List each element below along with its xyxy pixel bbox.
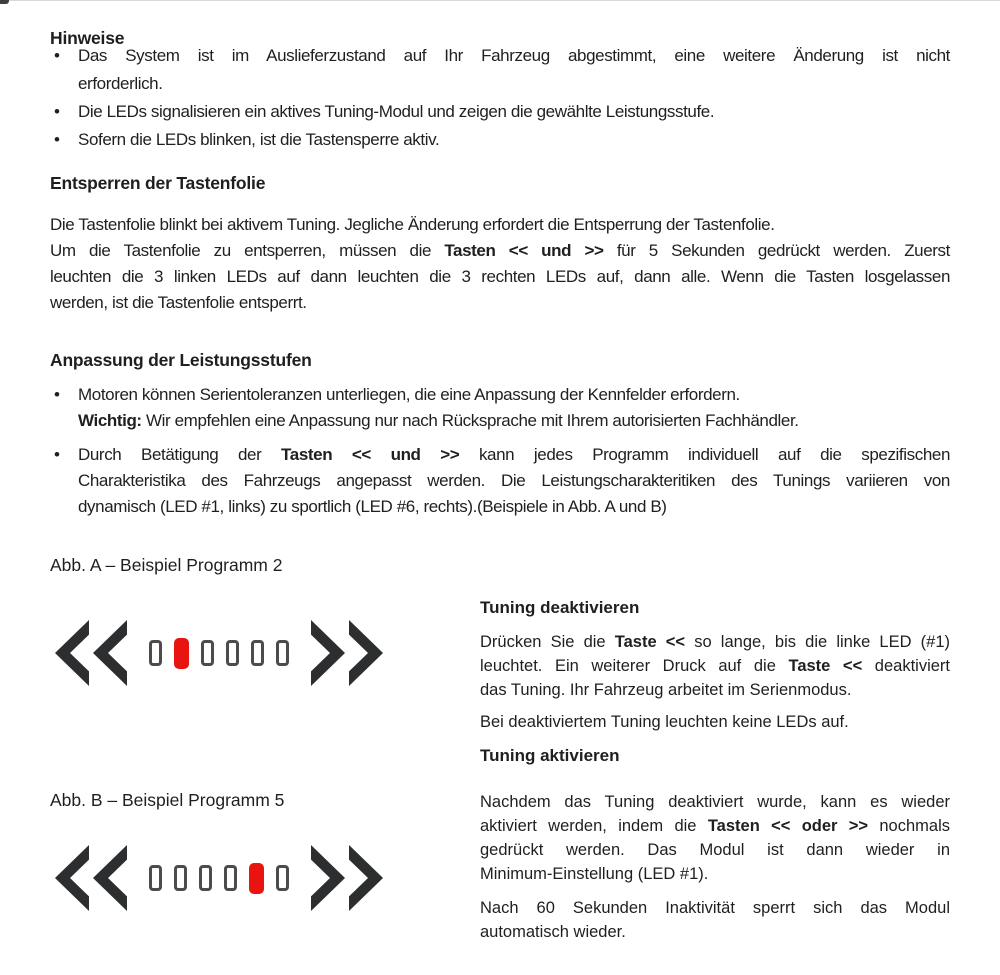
led-indicator [201, 640, 214, 666]
led-indicator [224, 865, 237, 891]
double-chevron-right-icon [311, 845, 383, 911]
scan-artifact [0, 0, 9, 4]
bullet-icon: • [54, 130, 60, 149]
bullet-icon: • [54, 46, 60, 65]
tuning-aktivieren-paragraph: Nachdem das Tuning deaktiviert wurde, kann es wieder aktiviert werden, indem die Tasten << oder >> nochmals gedrückt werden. Das Modul ist dann wieder in Minimum-Einstellung (LED #1). [480, 793, 950, 883]
double-chevron-left-icon [55, 620, 127, 686]
tuning-deaktivieren-note: Bei deaktiviertem Tuning leuchten keine LEDs auf. [480, 713, 849, 731]
led-indicator [276, 640, 289, 666]
entsperren-paragraph: Die Tastenfolie blinkt bei aktivem Tuning. Jegliche Änderung erfordert die Entsperrung der Tastenfolie. Um die Tastenfolie zu entsperren, müssen die Tasten << und >> für 5 Sekunden gedrückt werden. Zuerst leuchten die 3 linken LEDs auf dann leuchten die 3 rechten LEDs auf, dann alle. Wenn die Tasten losgelassen werden, ist die Tastenfolie entsperrt. [50, 215, 950, 312]
led-row [149, 863, 289, 894]
bullet-icon: • [54, 445, 60, 464]
figure-b-graphic [55, 845, 383, 911]
figure-a-label: Abb. A – Beispiel Programm 2 [50, 555, 283, 575]
led-indicator-active [249, 863, 264, 894]
list-item-text: Motoren können Serientoleranzen unterliegen, die eine Anpassung der Kennfelder erfordern. Wichtig: Wir empfehlen eine Anpassung nur nach Rücksprache mit Ihrem autorisierten Fachhändler. [78, 385, 799, 430]
figure-a-graphic [55, 620, 383, 686]
led-indicator [149, 865, 162, 891]
section-heading-tuning-deaktivieren: Tuning deaktivieren [480, 598, 640, 617]
list-item-text: Durch Betätigung der Tasten << und >> kann jedes Programm individuell auf die spezifischen Charakteristika des Fahrzeugs angepasst werden. Die Leistungscharakteritiken des Tunings variieren von dynamisch (LED #1, links) zu sportlich (LED #6, rechts).(Beispiele in Abb. A und B) [78, 445, 950, 516]
led-indicator-active [174, 638, 189, 669]
bullet-icon: • [54, 102, 60, 121]
section-heading-tuning-aktivieren: Tuning aktivieren [480, 746, 620, 765]
right-column [480, 0, 950, 975]
tuning-aktivieren-note: Nach 60 Sekunden Inaktivität sperrt sich das Modul automatisch wieder. [480, 899, 950, 941]
led-row [149, 638, 289, 669]
led-indicator [174, 865, 187, 891]
list-item-text: Das System ist im Auslieferzustand auf Ihr Fahrzeug abgestimmt, eine weitere Änderung ist nicht erforderlich. [78, 46, 950, 93]
led-indicator [226, 640, 239, 666]
double-chevron-left-icon [55, 845, 127, 911]
list-item-text: Sofern die LEDs blinken, ist die Tastensperre aktiv. [78, 130, 440, 149]
section-heading-hinweise: Hinweise [50, 28, 125, 48]
bullet-icon: • [54, 385, 60, 404]
figure-b-label: Abb. B – Beispiel Programm 5 [50, 790, 285, 810]
led-indicator [199, 865, 212, 891]
led-indicator [149, 640, 162, 666]
section-heading-entsperren: Entsperren der Tastenfolie [50, 173, 266, 193]
led-indicator [251, 640, 264, 666]
led-indicator [276, 865, 289, 891]
double-chevron-right-icon [311, 620, 383, 686]
list-item-text: Die LEDs signalisieren ein aktives Tuning-Modul und zeigen die gewählte Leistungsstufe. [78, 102, 715, 121]
tuning-deaktivieren-paragraph: Drücken Sie die Taste << so lange, bis die linke LED (#1) leuchtet. Ein weiterer Druck auf die Taste << deaktiviert das Tuning. Ihr Fahrzeug arbeitet im Serienmodus. [480, 633, 951, 699]
section-heading-anpassung: Anpassung der Leistungsstufen [50, 350, 312, 370]
